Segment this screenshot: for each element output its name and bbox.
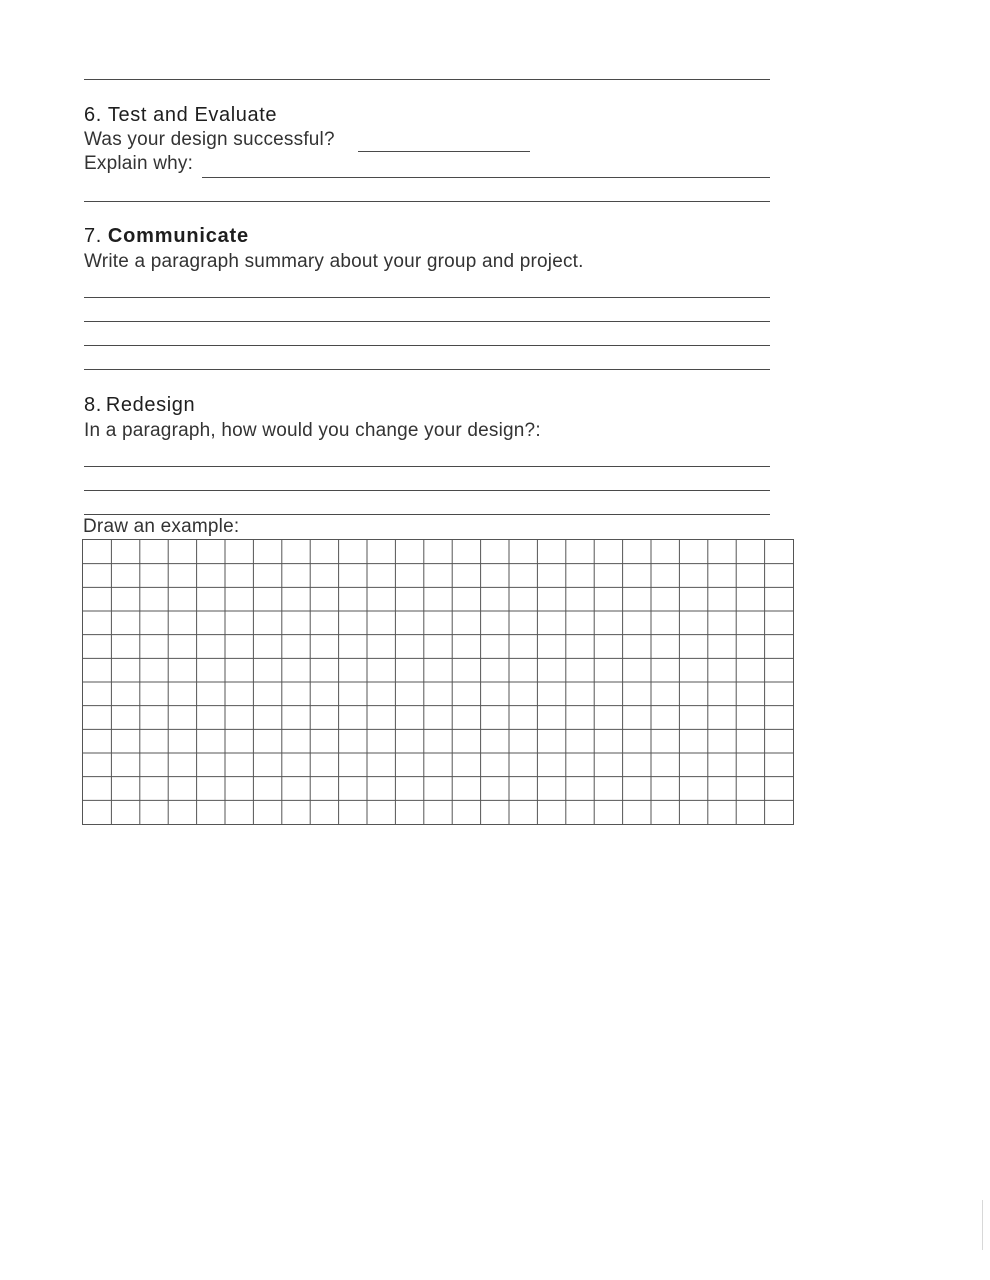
answer-line[interactable] (84, 79, 770, 80)
scan-edge-mark (982, 1200, 983, 1250)
section-title: Communicate (107, 225, 249, 247)
section-title: Test and Evaluate (107, 104, 278, 126)
summary-answer-line[interactable] (84, 321, 770, 322)
redesign-answer-line[interactable] (84, 466, 770, 467)
success-answer-line[interactable] (358, 151, 530, 152)
section-heading-communicate (84, 225, 249, 248)
grid-lines (83, 540, 793, 824)
draw-label: Draw an example: (83, 516, 240, 537)
drawing-grid[interactable] (82, 539, 794, 825)
section-heading-redesign (84, 394, 195, 417)
section-number: 8. (84, 394, 102, 416)
section-number: 7. (84, 225, 102, 247)
redesign-answer-line[interactable] (84, 514, 770, 515)
explain-answer-line[interactable] (202, 177, 770, 178)
summary-answer-line[interactable] (84, 345, 770, 346)
section-heading-test-evaluate (84, 104, 277, 127)
redesign-prompt: In a paragraph, how would you change your design?: (84, 420, 541, 441)
redesign-answer-line[interactable] (84, 490, 770, 491)
section-number: 6. (84, 104, 102, 126)
communicate-prompt: Write a paragraph summary about your group and project. (84, 251, 584, 272)
explain-answer-line[interactable] (84, 201, 770, 202)
section-title: Redesign (105, 394, 196, 416)
explain-label: Explain why: (84, 153, 194, 174)
summary-answer-line[interactable] (84, 369, 770, 370)
summary-answer-line[interactable] (84, 297, 770, 298)
success-question: Was your design successful? (84, 129, 335, 150)
